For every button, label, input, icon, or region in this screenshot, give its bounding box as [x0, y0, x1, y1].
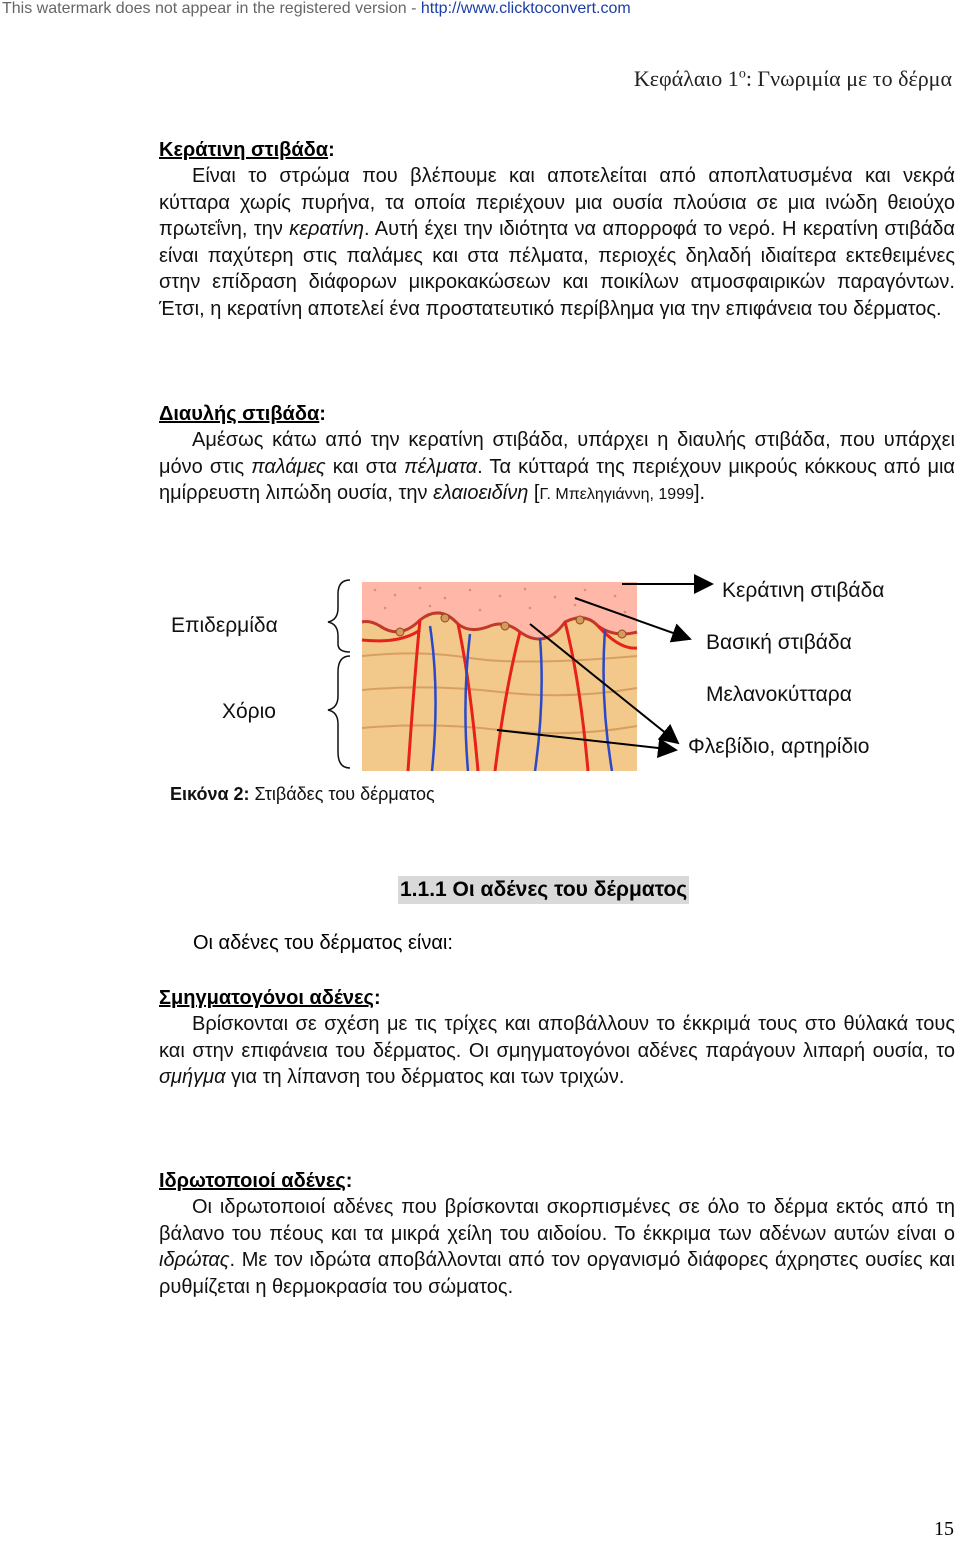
brace-dermis — [328, 656, 350, 768]
chapter-prefix: Κεφάλαιο 1 — [633, 66, 739, 91]
caption-label: Εικόνα 2: — [170, 784, 250, 804]
brace-epidermis — [328, 580, 350, 652]
glands-intro: Οι αδένες του δέρματος είναι: — [193, 932, 453, 954]
chapter-sup: ο — [738, 66, 746, 82]
keratin-paragraph: Είναι το στρώμα που βλέπουμε και αποτελείται από αποπλατυσμένα και νεκρά κύτταρα χωρίς πυρήνα, τα οποία περιέχουν μια ουσία πλούσια σε μια ινώδη θειούχο πρωτεΐνη, την κερατίνη. Αυτή έχει την ιδιότητα να απορροφά το νερό. Η κερατίνη στιβάδα είναι παχύτερη στις παλάμες και στα πέλματα, περιοχές δηλαδή ιδιαίτερα εκτεθειμένες στην επίδραση διάφορων μικροκακώσεων και ποικίλων ατμοσφαιρικών παραγόντων. Έτσι, η κερατίνη αποτελεί ένα προστατευτικό περίβλημα για την επιφάνεια του δέρματος. — [159, 165, 955, 320]
diaulis-section — [159, 401, 955, 509]
label-stratum-corneum: Κεράτινη στιβάδα — [722, 579, 885, 602]
sweat-section — [159, 1168, 955, 1300]
label-dermis: Χόριο — [222, 700, 276, 723]
chapter-title: : Γνωριμία με το δέρμα — [745, 66, 952, 91]
sebaceous-paragraph: Βρίσκονται σε σχέση με τις τρίχες και αποβάλλουν το έκκριμά τους στο θύλακά τους και στην επιφάνεια του δέρματος. Οι σμηγματογόνοι αδένες παράγουν λιπαρή ουσία, το σμήγμα για τη λίπανση του δέρματος και των τριχών. — [159, 1013, 955, 1088]
subsection-title: 1.1.1 Οι αδένες του δέρματος — [398, 876, 689, 904]
keratin-title: Κεράτινη στιβάδα: — [159, 139, 335, 161]
label-epidermis: Επιδερμίδα — [171, 614, 278, 637]
label-melanocytes: Μελανοκύτταρα — [706, 683, 852, 706]
diaulis-title: Διαυλής στιβάδα: — [159, 403, 326, 425]
watermark — [0, 0, 960, 20]
label-basal-layer: Βασική στιβάδα — [706, 631, 852, 654]
caption-text: Στιβάδες του δέρματος — [249, 784, 435, 804]
sweat-paragraph: Οι ιδρωτοποιοί αδένες που βρίσκονται σκορπισμένες σε όλο το δέρμα εκτός από τη βάλανο του πέους και τα μικρά χείλη του αιδοίου. Το έκκριμα των αδένων αυτών είναι ο ιδρώτας. Με τον ιδρώτα αποβάλλονται από τον οργανισμό διάφορες άχρηστες ουσίες και ρυθμίζεται η θερμοκρασία του σώματος. — [159, 1196, 955, 1298]
watermark-link[interactable]: http://www.clicktoconvert.com — [420, 0, 631, 17]
skin-diagram — [0, 560, 960, 810]
skin-figure — [0, 560, 960, 810]
keratin-section — [159, 137, 955, 322]
figure-caption — [170, 784, 435, 805]
sebaceous-title: Σμηγματογόνοι αδένες: — [159, 987, 381, 1009]
watermark-text: This watermark does not appear in the registered version - — [2, 0, 421, 17]
label-vessels: Φλεβίδιο, αρτηρίδιο — [688, 735, 870, 758]
page-number: 15 — [934, 1518, 954, 1540]
sebaceous-section — [159, 985, 955, 1091]
diaulis-paragraph: Αμέσως κάτω από την κερατίνη στιβάδα, υπάρχει η διαυλής στιβάδα, που υπάρχει μόνο στις παλάμες και στα πέλματα. Τα κύτταρά της περιέχουν μικρούς κόκκους από μια ημίρρευστη λιπώδη ουσία, την ελαιοειδίνη [Γ. Μπεληγιάννη, 1999]. — [159, 429, 955, 504]
sweat-title: Ιδρωτοποιοί αδένες: — [159, 1170, 353, 1192]
chapter-header — [634, 66, 952, 92]
